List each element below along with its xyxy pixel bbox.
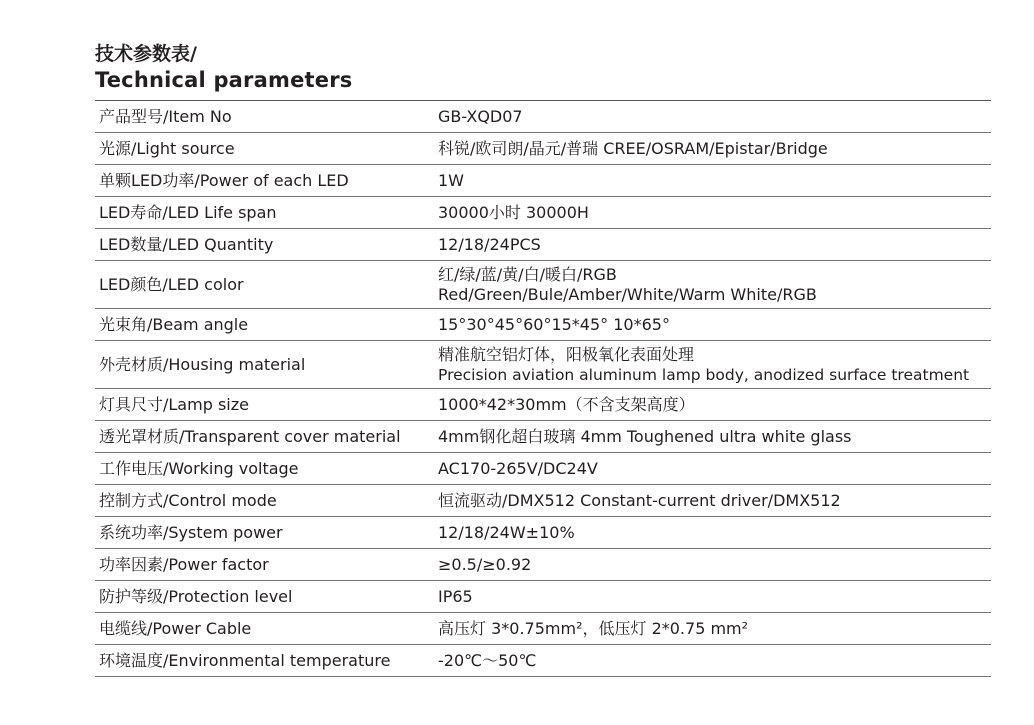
row-value: 恒流驱动/DMX512 Constant-current driver/DMX512	[438, 490, 841, 510]
row-value: 4mm钢化超白玻璃 4mm Toughened ultra white glass	[438, 426, 852, 446]
row-label: 产品型号/Item No	[99, 106, 232, 126]
row-label: 控制方式/Control mode	[99, 490, 277, 510]
table-row	[95, 485, 991, 517]
row-value	[438, 345, 991, 385]
row-label: 功率因素/Power factor	[99, 554, 269, 574]
row-value: 30000小时 30000H	[438, 202, 589, 222]
row-label: 防护等级/Protection level	[99, 586, 293, 606]
title-english: Technical parameters	[95, 68, 353, 92]
row-value: 12/18/24W±10%	[438, 522, 575, 542]
row-label: LED颜色/LED color	[99, 274, 244, 294]
row-label: 环境温度/Environmental temperature	[99, 650, 391, 670]
row-label: 灯具尺寸/Lamp size	[99, 394, 249, 414]
row-label: LED数量/LED Quantity	[99, 234, 274, 254]
row-label: 外壳材质/Housing material	[99, 354, 306, 374]
row-value: AC170-265V/DC24V	[438, 458, 598, 478]
row-value	[438, 265, 991, 305]
row-value-line2: Precision aviation aluminum lamp body, anodized surface treatment	[438, 365, 970, 384]
table-row	[95, 581, 991, 613]
table-row	[95, 613, 991, 645]
table-row	[95, 229, 991, 261]
row-value: GB-XQD07	[438, 106, 523, 126]
row-label: 电缆线/Power Cable	[99, 618, 252, 638]
table-row	[95, 133, 991, 165]
row-label: 系统功率/System power	[99, 522, 283, 542]
table-row	[95, 517, 991, 549]
row-label: 透光罩材质/Transparent cover material	[99, 426, 401, 446]
table-row	[95, 309, 991, 341]
table-row	[95, 453, 991, 485]
table-row	[95, 101, 991, 133]
row-value-line1: 红/绿/蓝/黄/白/暖白/RGB	[438, 264, 617, 284]
table-row	[95, 261, 991, 309]
row-label: 光源/Light source	[99, 138, 235, 158]
row-value: 高压灯 3*0.75mm²，低压灯 2*0.75 mm²	[438, 618, 749, 638]
row-value: 1W	[438, 170, 464, 190]
row-value: 1000*42*30mm（不含支架高度）	[438, 394, 695, 414]
row-value: 科锐/欧司朗/晶元/普瑞 CREE/OSRAM/Epistar/Bridge	[438, 138, 828, 158]
table-row	[95, 341, 991, 389]
title-chinese: 技术参数表/	[95, 43, 197, 65]
table-row	[95, 389, 991, 421]
row-value: 15°30°45°60°15*45° 10*65°	[438, 314, 670, 334]
row-value: 12/18/24PCS	[438, 234, 541, 254]
row-label: 单颗LED功率/Power of each LED	[99, 170, 349, 190]
page-title	[95, 42, 352, 94]
row-value: ≥0.5/≥0.92	[438, 554, 532, 574]
row-value-line2: Red/Green/Bule/Amber/White/Warm White/RGB	[438, 284, 817, 304]
row-value: IP65	[438, 586, 473, 606]
row-value: -20℃～50℃	[438, 650, 537, 670]
table-row	[95, 165, 991, 197]
row-label: 工作电压/Working voltage	[99, 458, 299, 478]
table-row	[95, 197, 991, 229]
table-row	[95, 421, 991, 453]
table-row	[95, 549, 991, 581]
row-value-line1: 精准航空铝灯体，阳极氧化表面处理	[438, 344, 695, 364]
table-row	[95, 645, 991, 677]
parameters-table	[95, 100, 991, 677]
row-label: LED寿命/LED Life span	[99, 202, 277, 222]
row-label: 光束角/Beam angle	[99, 314, 249, 334]
